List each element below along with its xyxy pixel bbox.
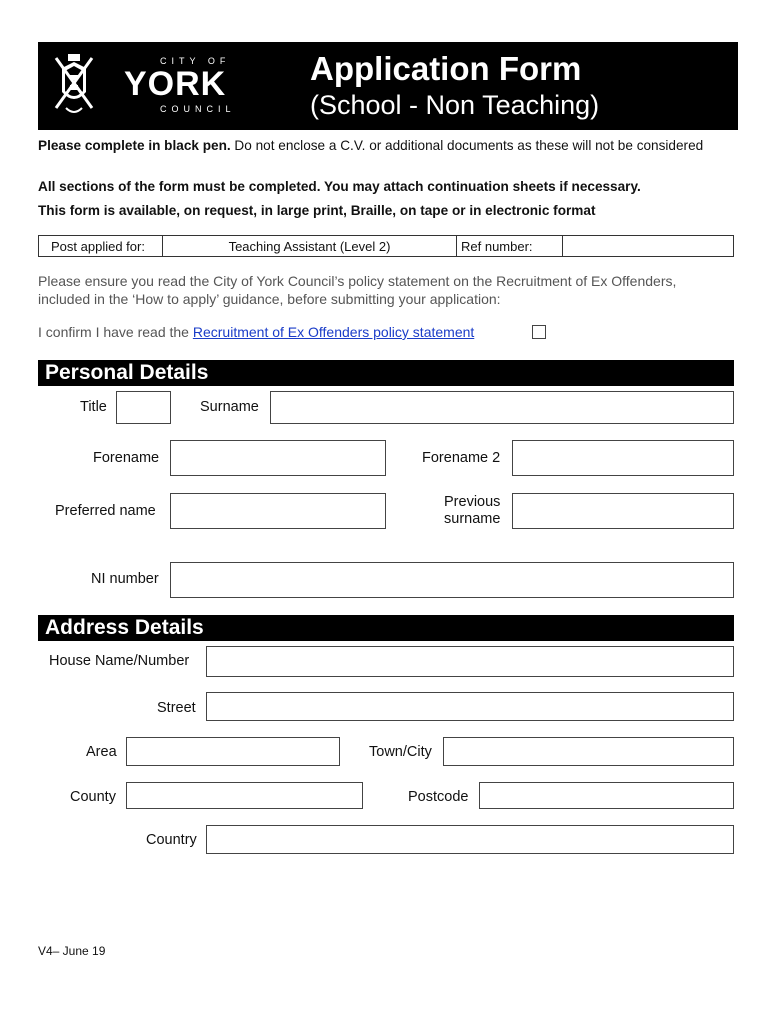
- previous-surname-label-1: Previous: [444, 494, 501, 510]
- policy-link[interactable]: Recruitment of Ex Offenders policy statement: [192, 324, 475, 340]
- policy-statement: Please ensure you read the City of York Council’s policy statement on the Recruitment of Ex Offenders, included in the ‘How to apply’ guidance, before submitting your application:: [38, 273, 677, 307]
- preferred-name-field[interactable]: [170, 493, 386, 529]
- post-applied-value[interactable]: Teaching Assistant (Level 2): [163, 236, 457, 256]
- house-label: House Name/Number: [49, 653, 190, 669]
- town-label: Town/City: [369, 744, 432, 760]
- intro-line-2: All sections of the form must be completed. You may attach continuation sheets if necessary.: [38, 179, 641, 194]
- version-footer: V4– June 19: [38, 944, 106, 958]
- area-field[interactable]: [126, 737, 340, 766]
- intro-rest: Do not enclose a C.V. or additional documents as these will not be considered: [230, 138, 704, 153]
- area-label: Area: [86, 744, 117, 760]
- intro-bold: Please complete in black pen.: [38, 138, 231, 153]
- forename-field[interactable]: [170, 440, 386, 476]
- intro-line-3: This form is available, on request, in large print, Braille, on tape or in electronic format: [38, 203, 596, 218]
- personal-details-heading: Personal Details: [38, 360, 734, 386]
- post-table: [38, 235, 734, 257]
- forename2-field[interactable]: [512, 440, 734, 476]
- surname-field[interactable]: [270, 391, 734, 424]
- ni-number-label: NI number: [91, 571, 159, 587]
- title-label: Title: [80, 399, 107, 415]
- confirm-text: I confirm I have read the: [38, 324, 193, 340]
- preferred-name-label: Preferred name: [55, 503, 156, 519]
- svg-text:CITY OF: CITY OF: [160, 56, 231, 66]
- post-applied-label: Post applied for:: [39, 236, 163, 256]
- policy-confirm: [38, 323, 474, 341]
- ref-number-field[interactable]: [563, 236, 733, 256]
- title-field[interactable]: [116, 391, 171, 424]
- street-field[interactable]: [206, 692, 734, 721]
- coat-of-arms-icon: [56, 54, 92, 112]
- county-label: County: [70, 789, 116, 805]
- county-field[interactable]: [126, 782, 363, 809]
- address-details-heading: Address Details: [38, 615, 734, 641]
- country-label: Country: [146, 832, 197, 848]
- previous-surname-label-2: surname: [444, 511, 501, 527]
- postcode-label: Postcode: [408, 789, 469, 805]
- city-of-york-logo: [52, 48, 282, 124]
- forename2-label: Forename 2: [422, 450, 501, 466]
- surname-label: Surname: [200, 399, 259, 415]
- intro-line-1: [38, 138, 738, 154]
- form-title: Application Form: [310, 50, 582, 87]
- town-field[interactable]: [443, 737, 734, 766]
- ref-number-label: Ref number:: [457, 236, 563, 256]
- postcode-field[interactable]: [479, 782, 734, 809]
- house-field[interactable]: [206, 646, 734, 677]
- svg-text:COUNCIL: COUNCIL: [160, 104, 236, 114]
- form-subtitle: (School - Non Teaching): [310, 90, 600, 120]
- ni-number-field[interactable]: [170, 562, 734, 598]
- policy-confirm-checkbox[interactable]: [532, 325, 546, 339]
- street-label: Street: [157, 700, 196, 716]
- svg-text:YORK: YORK: [124, 65, 227, 103]
- country-field[interactable]: [206, 825, 734, 854]
- previous-surname-field[interactable]: [512, 493, 734, 529]
- forename-label: Forename: [93, 450, 160, 466]
